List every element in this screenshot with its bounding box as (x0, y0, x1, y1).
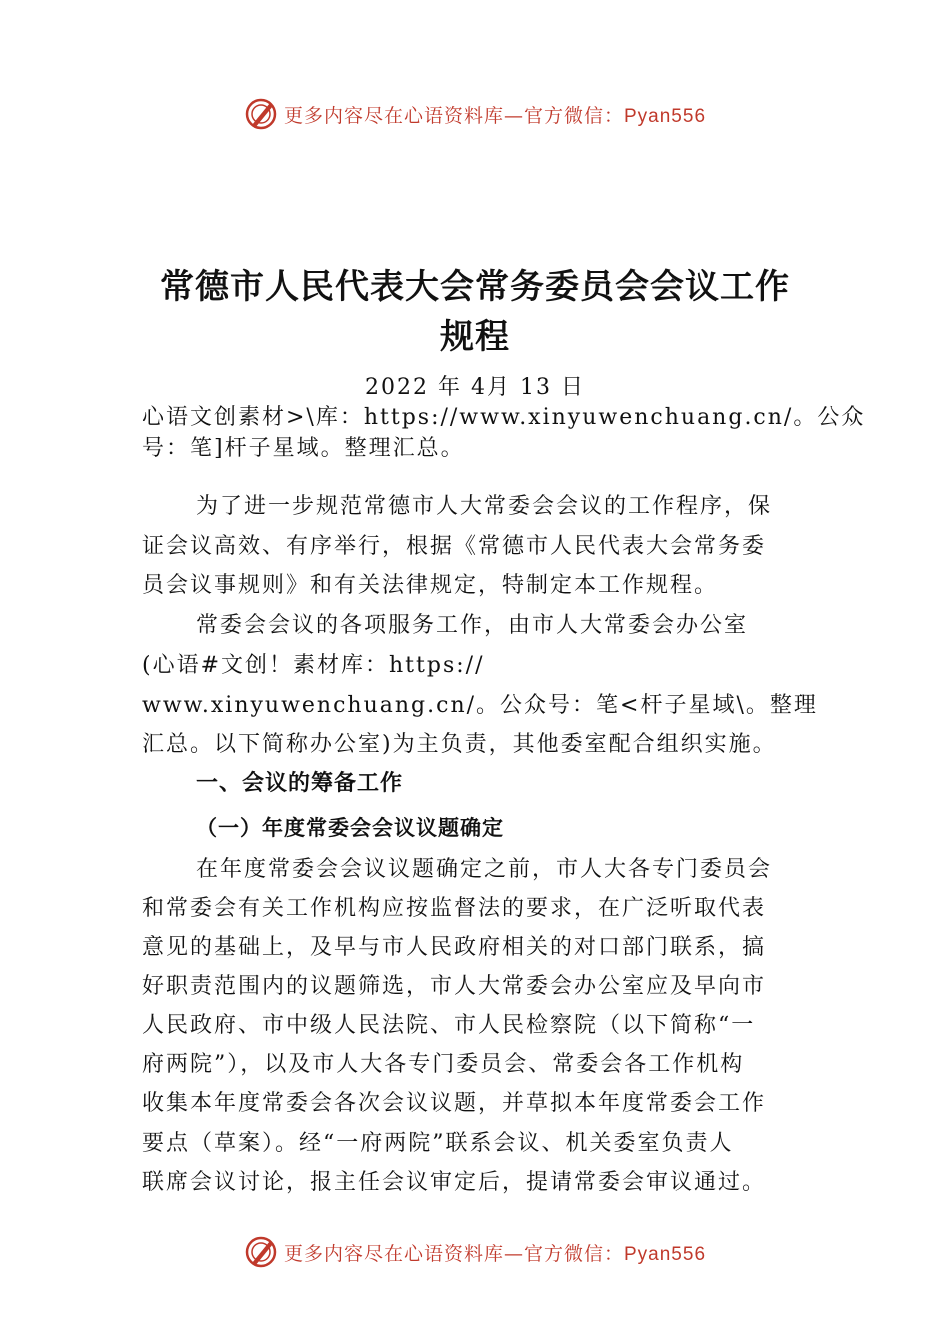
banner-text (284, 101, 706, 128)
banner-wechat-id: Pyan556 (624, 105, 707, 127)
title-line-2: 规程 (440, 317, 510, 357)
para1-line-3: 员会议事规则》和有关法律规定，特制定本工作规程。 (142, 573, 719, 598)
pen-logo-icon (244, 97, 278, 131)
banner-text (284, 1239, 706, 1266)
para3-line: 收集本年度常委会各次会议议题，并草拟本年度常委会工作 (142, 1091, 767, 1116)
title-line-1: 常德市人民代表大会常务委员会会议工作 (160, 267, 790, 307)
banner-wechat-id: Pyan556 (624, 1243, 707, 1265)
para1-line-2: 证会议高效、有序举行，根据《常德市人民代表大会常务委 (142, 534, 767, 559)
pen-logo-icon (244, 1235, 278, 1269)
para3-line: 和常委会有关工作机构应按监督法的要求，在广泛听取代表 (142, 896, 767, 921)
para3-line: 要点（草案）。经“一府两院”联系会议、机关委室负责人 (142, 1131, 734, 1156)
para2-line-4: 汇总。以下简称办公室)为主负责，其他委室配合组织实施。 (142, 732, 777, 757)
para2-line-2: (心语#文创！素材库：https:// (142, 653, 485, 678)
footer-banner (0, 1232, 950, 1272)
para3-line: 好职责范围内的议题筛选，市人大常委会办公室应及早向市 (142, 974, 767, 999)
para3-line: 联席会议讨论，报主任会议审定后，提请常委会审议通过。 (142, 1170, 767, 1195)
document-date: 2022 年 4月 13 日 (365, 375, 585, 400)
para3-line: 在年度常委会会议议题确定之前，市人大各专门委员会 (196, 857, 773, 882)
para3-line: 人民政府、市中级人民法院、市人民检察院（以下简称“一 (142, 1013, 756, 1038)
para3-line: 府两院”），以及市人大各专门委员会、常委会各工作机构 (142, 1052, 745, 1077)
para2-line-1: 常委会会议的各项服务工作，由市人大常委会办公室 (196, 613, 749, 638)
para1-line-1: 为了进一步规范常德市人大常委会会议的工作程序，保 (196, 494, 773, 519)
header-banner (0, 94, 950, 134)
source-line-2: 号：笔]杆子星域。整理汇总。 (142, 436, 465, 461)
source-line-1: 心语文创素材>\库：https://www.xinyuwenchuang.cn/。公众 (142, 405, 866, 430)
section-heading-1: 一、会议的筹备工作 (196, 771, 404, 796)
banner-slogan: 更多内容尽在心语资料库—官方微信： (283, 1242, 624, 1265)
para2-line-3: www.xinyuwenchuang.cn/。公众号：笔<杆子星域\。整理 (142, 693, 818, 718)
banner-slogan: 更多内容尽在心语资料库—官方微信： (283, 104, 624, 127)
document-title (120, 262, 830, 362)
subsection-heading-1: （一）年度常委会会议议题确定 (196, 816, 504, 840)
para3-line: 意见的基础上，及早与市人民政府相关的对口部门联系，搞 (142, 935, 767, 960)
